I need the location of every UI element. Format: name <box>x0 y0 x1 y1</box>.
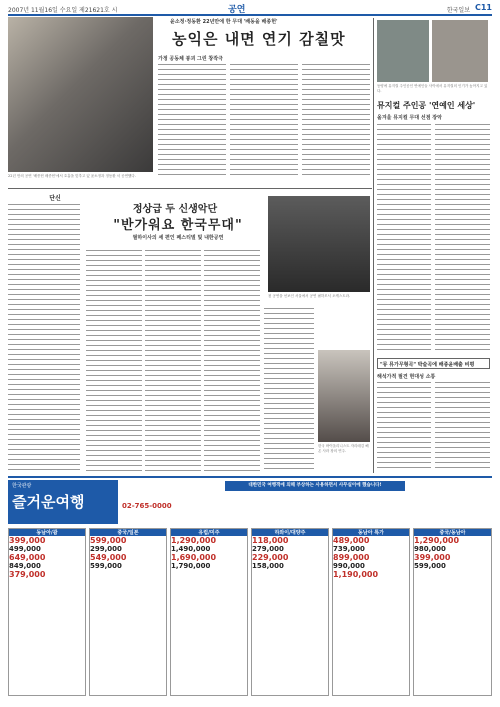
ad-price: 599,000 <box>90 562 122 570</box>
right-bottom-body-col2 <box>435 382 490 472</box>
ad-block-1 <box>8 528 86 696</box>
orchestra-body-col1 <box>264 308 314 472</box>
section-title: 공연 <box>228 5 246 15</box>
ad-phone: 02-765-0000 <box>122 502 172 510</box>
ad-block-title: 동남아 특가 <box>333 529 409 536</box>
ad-price: 299,000 <box>90 545 122 553</box>
lead-photo-caption: 22년 만의 공연 '배종헌 배종헌'에서 호흡을 맞추고 있 윤소정과 정동환 서 공연했다. <box>8 174 136 178</box>
ad-price: 849,000 <box>9 562 41 570</box>
portrait-left <box>377 20 429 82</box>
ad-price: 499,000 <box>9 545 41 553</box>
ad-price: 399,000 <box>9 536 46 545</box>
right-feature-headline: 뮤지컬 주인공 '연예인 세상' <box>377 101 476 110</box>
ad-brand-block <box>8 480 118 524</box>
ad-banner: 대한민국 여행객에 의해 부상하는 사용하면서 사무실이에 했습니다! <box>225 481 405 491</box>
violinist-caption: 한국 바이올리니스트 자리매김 해 온 사라 장의 연주. <box>318 444 369 453</box>
ad-price: 1,290,000 <box>414 536 460 545</box>
right-bottom-kicker: "뮤 뮤가무형곡" 박술곡에 배종윤배출 비평 <box>380 362 475 368</box>
ad-price: 279,000 <box>252 545 284 553</box>
feature-subhead: 필하이사의 세 편인 페스티벌 및 내한공연 <box>132 235 224 241</box>
ad-price: 1,790,000 <box>171 562 211 570</box>
ad-block-title: 하와이/대양주 <box>252 529 328 536</box>
ad-price: 399,000 <box>414 553 451 562</box>
ad-price: 549,000 <box>90 553 127 562</box>
feature-headline: "반가워요 한국무대" <box>113 218 243 233</box>
ad-price: 599,000 <box>414 562 446 570</box>
lead-photo <box>8 17 153 172</box>
divider-vertical-right <box>373 18 374 473</box>
ad-price: 1,290,000 <box>171 536 217 545</box>
ad-price: 489,000 <box>333 536 370 545</box>
right-feature-body-col2 <box>435 124 490 352</box>
ad-price: 599,000 <box>90 536 127 545</box>
lead-kicker: 윤소정·정동환 22년만에 한 무대 '배동을 배종헌' <box>170 19 278 25</box>
ad-price: 739,000 <box>333 545 365 553</box>
divider-horizontal-lead <box>8 188 372 189</box>
ad-price: 118,000 <box>252 536 289 545</box>
column1-body <box>8 204 80 472</box>
ad-block-2 <box>89 528 167 696</box>
portrait-right <box>432 20 488 82</box>
feature-kicker: 정상급 두 신생악단 <box>132 204 218 215</box>
ad-block-title: 유럽/미주 <box>171 529 247 536</box>
ad-price: 379,000 <box>9 570 46 579</box>
page-header <box>8 2 492 16</box>
orchestra-caption: 첫 공연을 선보인 서울에서 공연 필하모닉 오케스트라. <box>268 294 351 298</box>
ad-price: 649,000 <box>9 553 46 562</box>
feature-body-col1 <box>86 250 142 472</box>
right-feature-subhead: 올겨울 뮤지컬 무대 선점 장악 <box>377 115 442 121</box>
column1-title: 단신 <box>49 195 61 202</box>
ad-block-4 <box>251 528 329 696</box>
lead-headline: 농익은 내면 연기 감칠맛 <box>172 30 346 48</box>
ad-brand-big: 즐거운여행 <box>12 493 85 511</box>
feature-body-col3 <box>204 250 260 472</box>
orchestra-photo <box>268 196 370 292</box>
lead-subhead: 가정 공동체 붕괴 그린 창작극 <box>158 56 223 62</box>
right-feature-body-col1 <box>377 124 431 352</box>
ad-price: 980,000 <box>414 545 446 553</box>
ad-price: 990,000 <box>333 562 365 570</box>
violinist-photo <box>318 350 370 442</box>
feature-body-col2 <box>145 250 201 472</box>
lead-body-col1 <box>158 64 226 176</box>
ad-block-3 <box>170 528 248 696</box>
ad-price: 158,000 <box>252 562 284 570</box>
ad-block-5 <box>332 528 410 696</box>
ad-block-title: 중국/동남아 <box>414 529 491 536</box>
ad-price: 229,000 <box>252 553 289 562</box>
ad-price: 1,690,000 <box>171 553 217 562</box>
right-bottom-kicker-box <box>377 358 490 369</box>
publisher-name: 한국일보 <box>446 7 470 14</box>
right-bottom-subhead: 해석가적 필견 현대성 소통 <box>377 374 436 380</box>
lead-body-col2 <box>230 64 298 176</box>
ad-block-6 <box>413 528 492 696</box>
ad-price: 1,490,000 <box>171 545 211 553</box>
issue-date: 2007년 11월16일 수요일 제21621호 시 <box>8 7 118 14</box>
ad-price: 1,190,000 <box>333 570 379 579</box>
ad-block-title: 동남아/괌 <box>9 529 85 536</box>
ad-brand-small: 한국관광 <box>12 483 32 489</box>
page-number: C11 <box>474 3 492 12</box>
ad-price: 899,000 <box>333 553 370 562</box>
ad-block-title: 중국/일본 <box>90 529 166 536</box>
right-bottom-body-col1 <box>377 382 431 472</box>
right-feature-caption: 동양에 뮤지컬 주인공인 연예인들 사이에서 뮤지컬의 인기가 높아지고 있다. <box>377 84 488 93</box>
lead-body-col3 <box>302 64 370 176</box>
